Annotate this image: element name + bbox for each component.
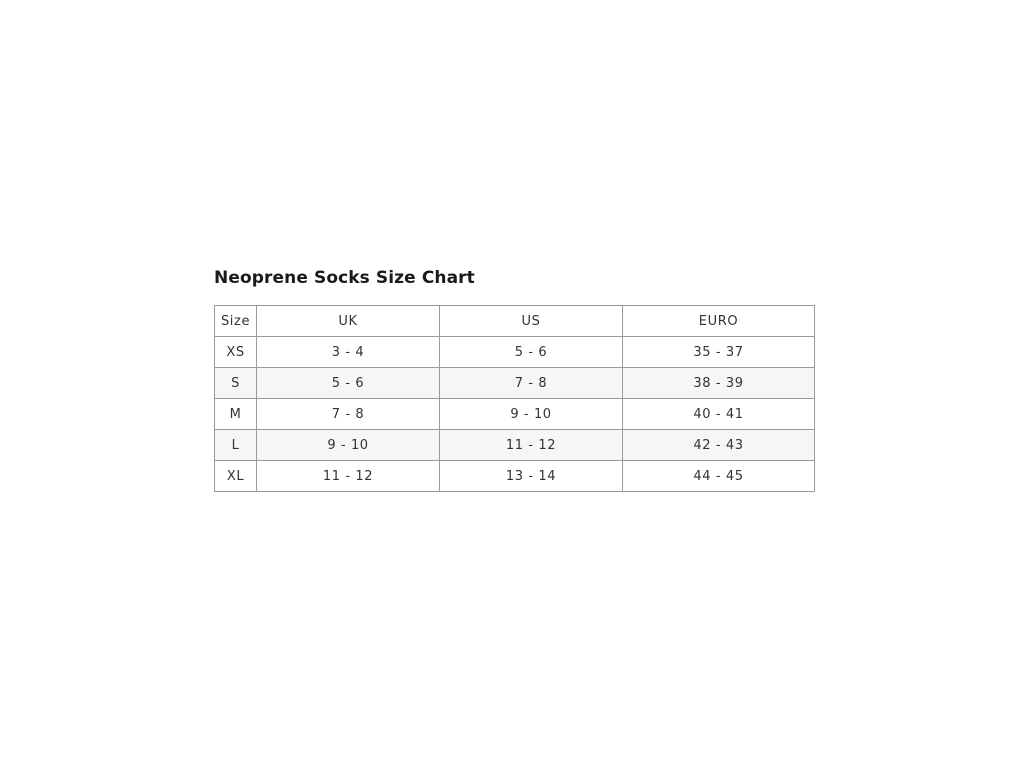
- cell-size: XS: [215, 337, 257, 368]
- table-row: [215, 368, 815, 399]
- header-us: US: [440, 306, 623, 337]
- cell-size: L: [215, 430, 257, 461]
- table-row: [215, 461, 815, 492]
- header-euro: EURO: [623, 306, 815, 337]
- cell-size: M: [215, 399, 257, 430]
- cell-uk: 7 - 8: [257, 399, 440, 430]
- table-row: [215, 430, 815, 461]
- cell-us: 5 - 6: [440, 337, 623, 368]
- table-header-row: [215, 306, 815, 337]
- cell-euro: 40 - 41: [623, 399, 815, 430]
- page-title: Neoprene Socks Size Chart: [214, 268, 475, 288]
- header-uk: UK: [257, 306, 440, 337]
- cell-uk: 5 - 6: [257, 368, 440, 399]
- cell-euro: 42 - 43: [623, 430, 815, 461]
- cell-us: 13 - 14: [440, 461, 623, 492]
- size-chart: [214, 266, 814, 484]
- cell-uk: 3 - 4: [257, 337, 440, 368]
- cell-size: XL: [215, 461, 257, 492]
- cell-euro: 44 - 45: [623, 461, 815, 492]
- table-row: [215, 399, 815, 430]
- cell-euro: 38 - 39: [623, 368, 815, 399]
- cell-size: S: [215, 368, 257, 399]
- size-table: [214, 305, 815, 492]
- header-size: Size: [215, 306, 257, 337]
- cell-us: 11 - 12: [440, 430, 623, 461]
- cell-uk: 11 - 12: [257, 461, 440, 492]
- cell-euro: 35 - 37: [623, 337, 815, 368]
- cell-us: 7 - 8: [440, 368, 623, 399]
- cell-us: 9 - 10: [440, 399, 623, 430]
- table-row: [215, 337, 815, 368]
- cell-uk: 9 - 10: [257, 430, 440, 461]
